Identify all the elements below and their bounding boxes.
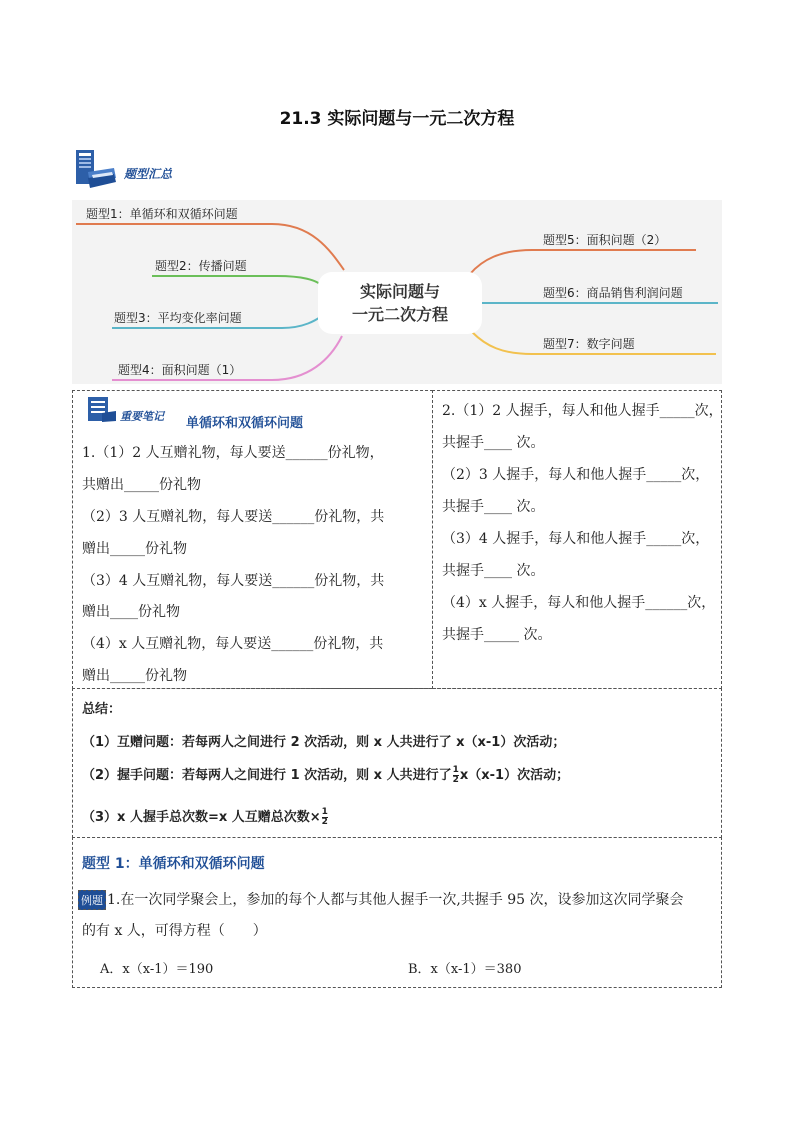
example-question-line-1 [78,889,684,910]
option-a: A．x（x-1）＝190 [100,962,214,977]
fraction-denominator: 2 [452,775,459,785]
half-fraction [453,766,459,785]
conclusion-line-3-start: （3）x 人握手总次数=x 人互赠总次数× [82,810,321,825]
notes-left-line-5: （3）4 人互赠礼物，每人要送______份礼物，共 [82,573,385,589]
branch-line-2 [152,276,322,286]
notes-title: 单循环和双循环问题 [186,416,304,431]
notes-left-line-2: 共赠出_____份礼物 [82,477,201,493]
mindmap-type-7: 题型7：数字问题 [543,337,635,351]
fraction-denominator-2: 2 [321,817,328,827]
notes-right-line-6: 共握手____ 次。 [442,563,545,579]
mindmap-type-5: 题型5：面积问题（2） [543,233,667,247]
page-title: 21.3 实际问题与一元二次方程 [279,109,515,129]
notes-left-line-8: 赠出_____份礼物 [82,668,187,684]
mindmap-type-1: 题型1：单循环和双循环问题 [86,207,238,221]
notes-right-line-3: （2）3 人握手，每人和他人握手_____次， [442,467,710,483]
summary-label: 题型汇总 [124,167,173,181]
branch-line-5 [470,250,696,274]
mindmap-center [318,272,482,334]
example-question-text: 1.在一次同学聚会上，参加的每个人都与其他人握手一次,共握手 95 次，设参加这次同学聚会 [107,892,684,908]
notebook-icon [86,395,118,423]
notes-left-line-6: 赠出____份礼物 [82,604,180,620]
mindmap-type-6: 题型6：商品销售利润问题 [543,286,683,300]
notes-right-line-8: 共握手_____ 次。 [442,627,552,643]
half-fraction-2 [322,808,328,827]
option-b: B．x（x-1）＝380 [408,962,522,977]
conclusion-line-2-start: （2）握手问题：若每两人之间进行 1 次活动，则 x 人共进行了 [82,768,452,783]
example-badge: 例题 [78,890,106,910]
notes-left-line-7: （4）x 人互赠礼物，每人要送______份礼物，共 [82,636,384,652]
conclusion-line-1: （1）互赠问题：若每两人之间进行 2 次活动，则 x 人共进行了 x（x-1）次活动； [82,735,566,750]
mindmap-type-4: 题型4：面积问题（1） [118,363,242,377]
example-question-line-2: 的有 x 人，可得方程（ ） [82,923,267,939]
notes-right-line-4: 共握手____ 次。 [442,499,545,515]
notes-label: 重要笔记 [120,410,164,423]
summary-header [74,148,274,188]
notes-left-line-3: （2）3 人互赠礼物，每人要送______份礼物，共 [82,509,385,525]
mindmap-center-line1: 实际问题与 [359,282,440,301]
fraction-numerator-2: 1 [321,807,328,817]
book-stack-icon [74,148,118,188]
fraction-numerator: 1 [452,765,459,775]
conclusion-line-2 [82,764,569,785]
notes-right-line-5: （3）4 人握手，每人和他人握手_____次， [442,531,710,547]
conclusion-line-2-end: x（x-1）次活动； [459,768,570,783]
mindmap-type-2: 题型2：传播问题 [155,259,247,273]
type1-heading: 题型 1：单循环和双循环问题 [82,856,265,872]
conclusion-line-3 [82,806,329,827]
mindmap [72,200,722,384]
notes-right-line-7: （4）x 人握手，每人和他人握手______次， [442,595,716,611]
notes-left-line-1: 1.（1）2 人互赠礼物，每人要送______份礼物， [82,445,384,461]
conclusion-label: 总结： [82,702,122,717]
notes-left-line-4: 赠出_____份礼物 [82,541,187,557]
mindmap-center-line2: 一元二次方程 [351,305,448,324]
notes-right-line-1: 2.（1）2 人握手，每人和他人握手_____次， [442,403,723,419]
mindmap-type-3: 题型3：平均变化率问题 [114,311,242,325]
notes-right-line-2: 共握手____ 次。 [442,435,545,451]
